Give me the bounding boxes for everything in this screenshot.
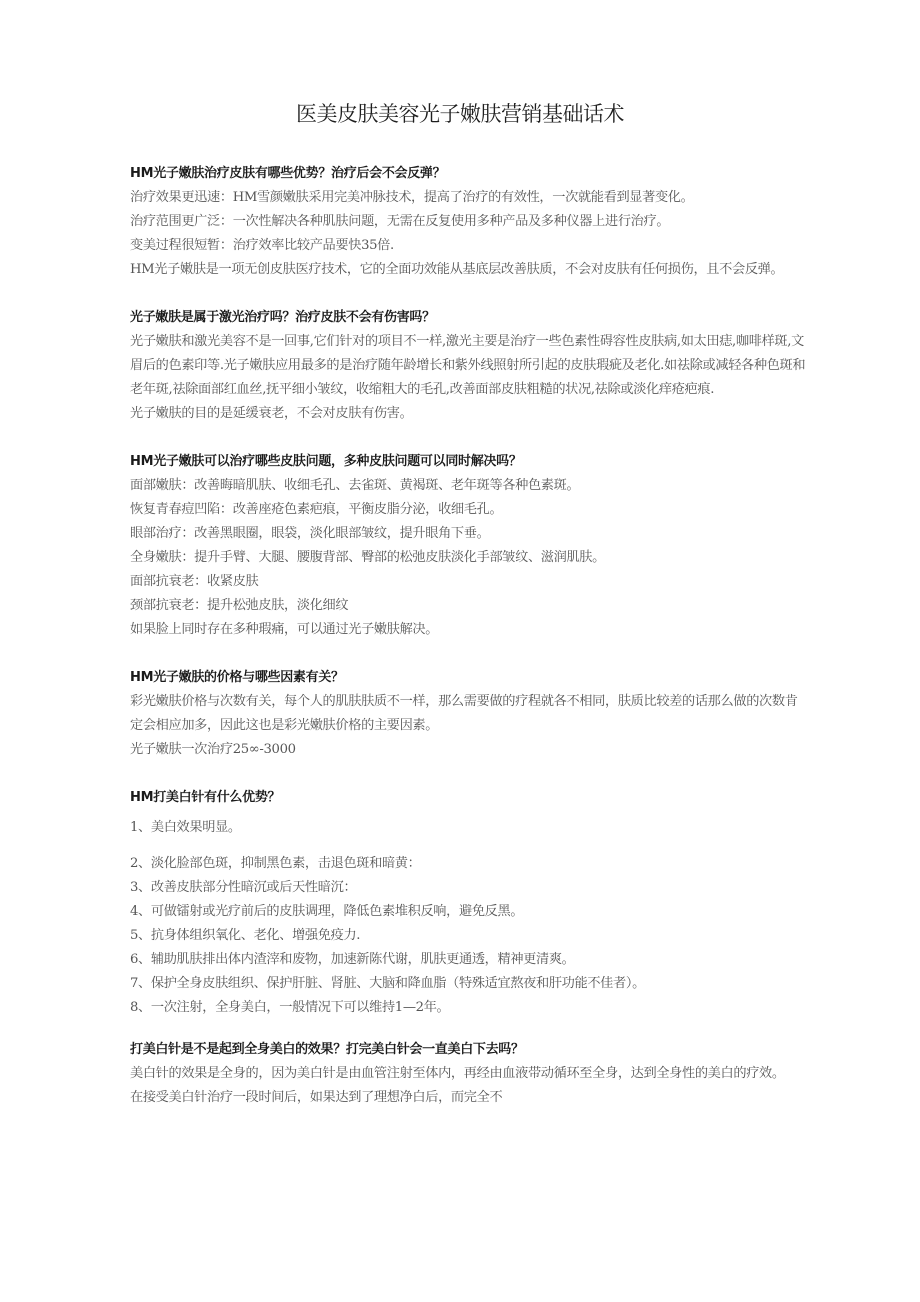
paragraph: 光子嫩肤一次治疗25∞-3000 (130, 742, 296, 757)
list-item: 1、美白效果明显。 (130, 820, 241, 835)
section-hm-advantages (130, 162, 810, 282)
paragraph: 如果脸上同时存在多种瑕痛，可以通过光子嫩肤解决。 (130, 622, 439, 637)
paragraph: 眼部治疗：改善黑眼圈，眼袋，淡化眼部皱纹，提升眼角下垂。 (130, 526, 490, 541)
list-item: 7、保护全身皮肤组织、保护肝脏、肾脏、大脑和降血脂（特殊适宜熬夜和肝功能不佳者）。 (130, 976, 645, 991)
section-heading: HM光子嫩肤的价格与哪些因素有关？ (130, 670, 344, 685)
document-body (130, 162, 810, 1110)
section-heading: 打美白针是不是起到全身美白的效果？打完美白针会一直美白下去吗？ (130, 1042, 524, 1057)
paragraph: 恢复青春痘凹陷：改善座疮色素疤痕，平衡皮脂分泌，收细毛孔。 (130, 502, 503, 517)
paragraph: 治疗范围更广泛：一次性解决各种肌肤问题，无需在反复使用多种产品及多种仪器上进行治疗。 (130, 214, 670, 229)
section-whitening-advantages (130, 786, 810, 1020)
paragraph: 面部嫩肤：改善晦暗肌肤、收细毛孔、去雀斑、黄褐斑、老年斑等各种色素斑。 (130, 478, 580, 493)
paragraph: 面部抗衰老：收紧皮肤 (130, 574, 259, 589)
paragraph: 光子嫩肤和激光美容不是一回事,它们针对的项目不一样,激光主要是治疗一些色素性碍容性皮肤病,如太田痣,咖啡样斑,文眉后的色素印等.光子嫩肤应用最多的是治疗随年龄增长和紫外线照射所引起的皮肤瑕疵及老化.如祛除或减轻各种色斑和老年斑,祛除面部红血丝,抚平细小皱纹，收缩粗大的毛孔,改善面部皮肤粗糙的状况,祛除或淡化痒疮疤痕. (130, 334, 806, 397)
paragraph: 治疗效果更迅速：HM雪颜嫩肤采用完美冲脉技术，提高了治疗的有效性，一次就能看到显著变化。 (130, 190, 694, 205)
paragraph: 全身嫩肤：提升手臂、大腿、腰腹背部、臀部的松弛皮肤淡化手部皱纹、滋润肌肤。 (130, 550, 605, 565)
section-heading: HM打美白针有什么优势？ (130, 790, 281, 805)
paragraph: HM光子嫩肤是一项无创皮肤医疗技术，它的全面功效能从基底层改善肤质，不会对皮肤有任何损伤，且不会反弹。 (130, 262, 784, 277)
section-heading: HM光子嫩肤可以治疗哪些皮肤问题，多种皮肤问题可以同时解决吗？ (130, 454, 522, 469)
paragraph: 颈部抗衰老：提升松弛皮肤，淡化细纹 (130, 598, 349, 613)
list-item: 6、辅助肌肤排出体内渣滓和废物，加速新陈代谢，肌肤更通透，精神更清爽。 (130, 952, 575, 967)
section-price-factors (130, 666, 810, 762)
paragraph: 光子嫩肤的目的是延缓衰老，不会对皮肤有伤害。 (130, 406, 413, 421)
list-item: 2、淡化脸部色斑，抑制黑色素，击退色斑和暗黄： (130, 856, 421, 871)
section-heading: HM光子嫩肤治疗皮肤有哪些优势？治疗后会不会反弹？ (130, 166, 446, 181)
document-title: 医美皮肤美容光子嫩肤营销基础话术 (296, 102, 624, 126)
list-item: 4、可做镭射或光疗前后的皮肤调理，降低色素堆积反响，避免反黑。 (130, 904, 524, 919)
section-heading: 光子嫩肤是属于激光治疗吗？治疗皮肤不会有伤害吗？ (130, 310, 435, 325)
section-skin-problems (130, 450, 810, 642)
section-whitening-effect (130, 1038, 810, 1110)
paragraph: 彩光嫩肤价格与次数有关，每个人的肌肤肤质不一样，那么需要做的疗程就各不相同，肤质比较差的话那么做的次数肯定会相应加多，因此这也是彩光嫩肤价格的主要因素。 (130, 694, 798, 733)
paragraph: 美白针的效果是全身的，因为美白针是由血管注射至体内，再经由血液带动循环至全身，达到全身性的美白的疗效。在接受美白针治疗一段时间后，如果达到了理想净白后，而完全不 (130, 1066, 785, 1105)
list-item: 8、一次注射，全身美白，一般情况下可以维持1—2年。 (130, 1000, 450, 1015)
list-item: 5、抗身体组织氧化、老化、增强免疫力. (130, 928, 361, 943)
section-laser-question (130, 306, 810, 426)
list-item: 3、改善皮肤部分性暗沉或后天性暗沉： (130, 880, 357, 895)
paragraph: 变美过程很短暂：治疗效率比较产品要快35倍. (130, 238, 394, 253)
